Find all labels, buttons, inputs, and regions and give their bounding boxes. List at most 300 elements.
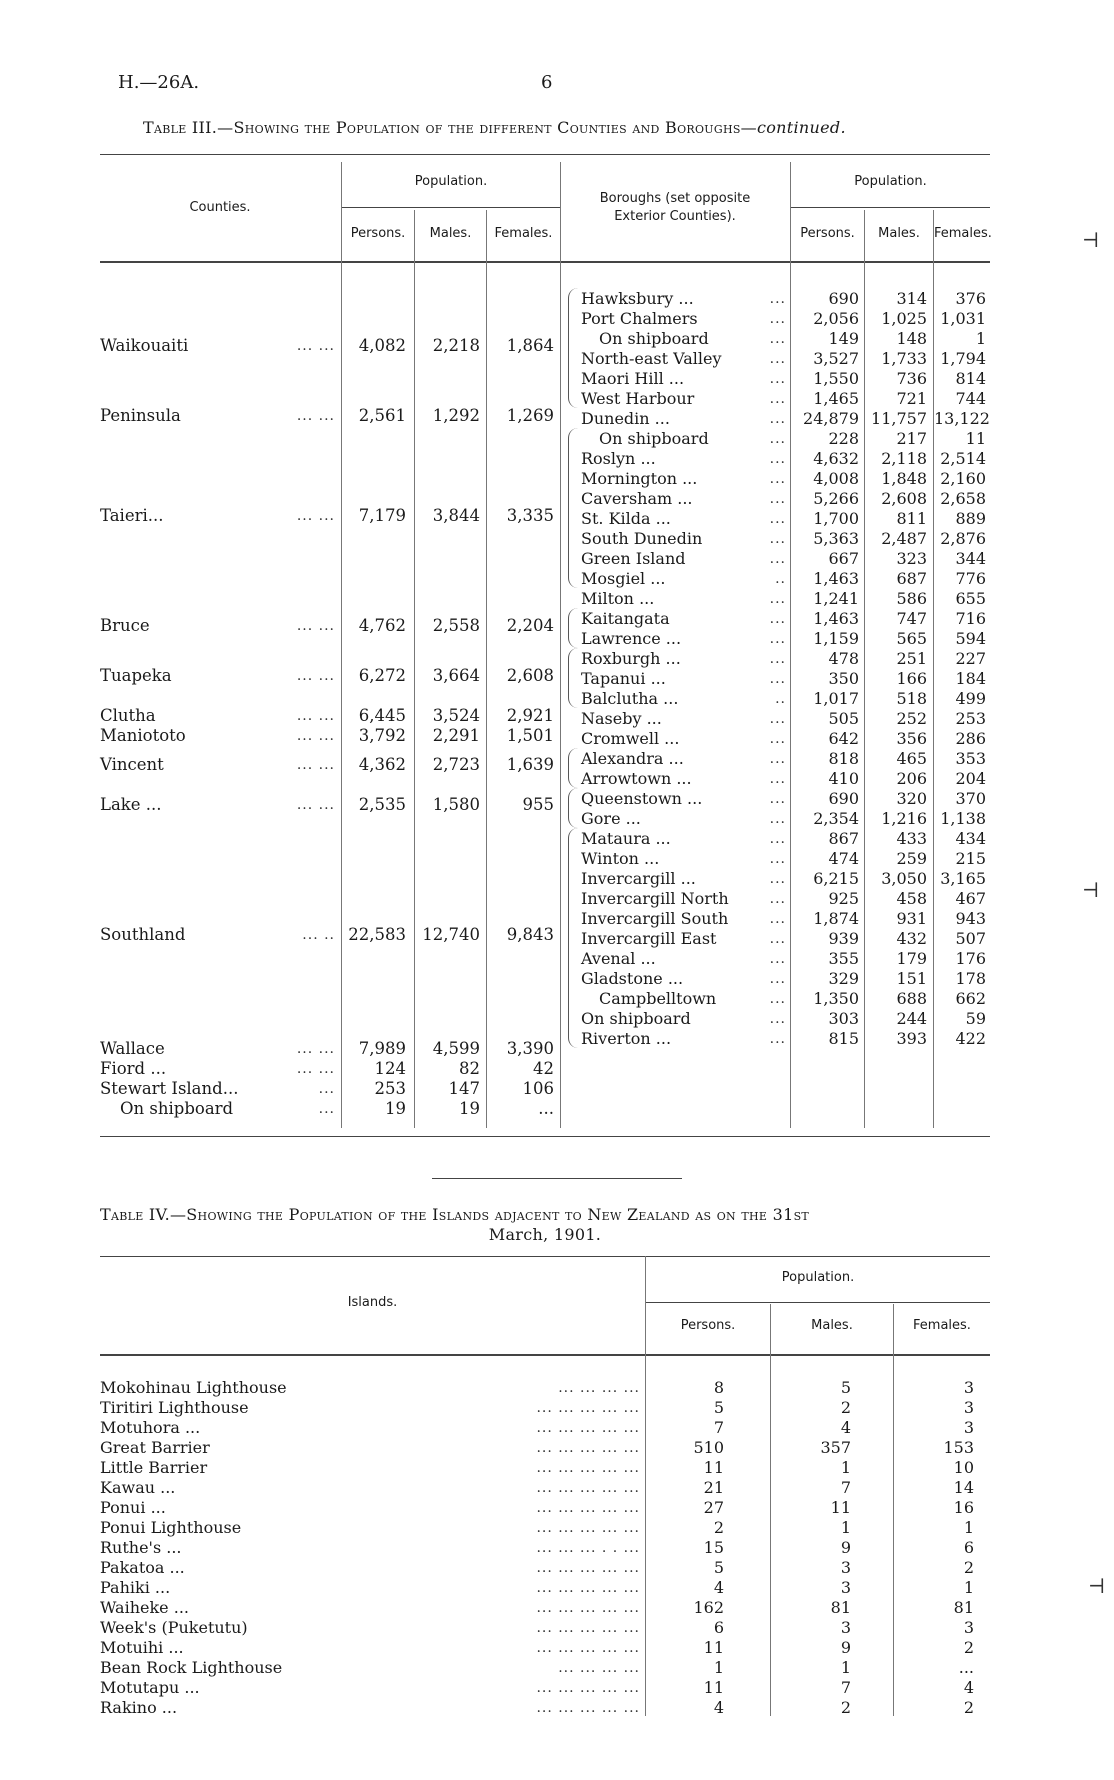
borough-persons: 4,632 (813, 449, 859, 468)
county-persons: 6,272 (358, 666, 406, 685)
borough-males: 11,757 (871, 409, 927, 428)
borough-females: 655 (955, 589, 986, 608)
island-males: 1 (840, 1458, 851, 1477)
borough-persons: 939 (828, 929, 859, 948)
island-persons: 162 (693, 1598, 724, 1617)
borough-males: 320 (896, 789, 927, 808)
county-leader-dots: ... ... (296, 797, 335, 813)
borough-persons: 1,874 (813, 909, 859, 928)
borough-females: 744 (955, 389, 986, 408)
brace-lake (568, 788, 579, 828)
county-persons: 2,535 (358, 795, 406, 814)
borough-males: 2,118 (881, 449, 927, 468)
borough-females: 507 (955, 929, 986, 948)
island-name: Ruthe's ... (100, 1538, 182, 1557)
borough-name: Lawrence ... (581, 629, 682, 648)
island-females: 1 (963, 1578, 974, 1597)
borough-persons: 925 (828, 889, 859, 908)
borough-name: On shipboard (599, 329, 709, 348)
borough-persons: 867 (828, 829, 859, 848)
table3-bottom-rule (100, 1136, 990, 1137)
table3-col-counties: Counties. (189, 200, 251, 215)
table3-col-females-right: Females. (934, 226, 992, 241)
county-persons: 7,989 (358, 1039, 406, 1058)
borough-name: Green Island (581, 549, 686, 568)
borough-males: 458 (896, 889, 927, 908)
borough-leader-dots: ... (769, 1031, 786, 1047)
island-females: 4 (963, 1678, 974, 1697)
borough-leader-dots: ... (769, 1011, 786, 1027)
table3-pop-rule-right (790, 207, 990, 208)
island-name: Little Barrier (100, 1458, 208, 1477)
island-name: Bean Rock Lighthouse (100, 1658, 283, 1677)
county-name: Lake ... (100, 795, 162, 814)
borough-males: 393 (896, 1029, 927, 1048)
island-females: 3 (963, 1398, 974, 1417)
island-name: Pahiki ... (100, 1578, 171, 1597)
county-persons: 19 (385, 1099, 406, 1118)
table4-col-females: Females. (913, 1318, 971, 1333)
island-males: 9 (840, 1538, 851, 1557)
county-name: Waikouaiti (100, 336, 189, 355)
borough-persons: 303 (828, 1009, 859, 1028)
borough-males: 747 (896, 609, 927, 628)
county-males: 2,723 (432, 755, 480, 774)
borough-leader-dots: ... (769, 751, 786, 767)
island-persons: 27 (703, 1498, 724, 1517)
borough-persons: 4,008 (813, 469, 859, 488)
island-name: Motutapu ... (100, 1678, 200, 1697)
county-males: 2,291 (432, 726, 480, 745)
island-leader-dots: ... ... ... ... ... (536, 1620, 640, 1636)
borough-leader-dots: ... (769, 331, 786, 347)
island-females: 2 (963, 1558, 974, 1577)
island-name: Week's (Puketutu) (100, 1618, 248, 1637)
island-name: Motuhora ... (100, 1418, 201, 1437)
island-name: Kawau ... (100, 1478, 176, 1497)
island-persons: 15 (703, 1538, 724, 1557)
island-females: 1 (963, 1518, 974, 1537)
borough-persons: 642 (828, 729, 859, 748)
borough-name: Port Chalmers (581, 309, 698, 328)
borough-females: 2,658 (940, 489, 986, 508)
county-name: Tuapeka (100, 666, 172, 685)
brace-vincent (568, 748, 579, 788)
borough-persons: 1,700 (813, 509, 859, 528)
borough-name: Invercargill East (581, 929, 717, 948)
borough-males: 314 (896, 289, 927, 308)
table3-col-persons-right: Persons. (800, 226, 855, 241)
borough-females: 814 (955, 369, 986, 388)
table4-title (100, 1205, 990, 1224)
borough-name: Invercargill South (581, 909, 729, 928)
borough-persons: 350 (828, 669, 859, 688)
borough-leader-dots: ... (769, 711, 786, 727)
island-females: 10 (953, 1458, 974, 1477)
island-leader-dots: ... ... ... ... ... (536, 1600, 640, 1616)
borough-name: Arrowtown ... (581, 769, 692, 788)
county-females: 42 (533, 1059, 554, 1078)
borough-females: 499 (955, 689, 986, 708)
borough-leader-dots: ... (769, 431, 786, 447)
borough-name: Maori Hill ... (581, 369, 685, 388)
borough-females: 344 (955, 549, 986, 568)
county-females: 2,204 (506, 616, 554, 635)
borough-leader-dots: ... (769, 871, 786, 887)
county-leader-dots: ... (318, 1101, 335, 1117)
island-leader-dots: ... ... ... ... ... (536, 1400, 640, 1416)
borough-persons: 2,056 (813, 309, 859, 328)
borough-name: Naseby ... (581, 709, 662, 728)
county-males: 147 (448, 1079, 480, 1098)
county-females: 106 (522, 1079, 554, 1098)
report-reference: H.—26A. (118, 72, 200, 93)
island-females: 6 (963, 1538, 974, 1557)
county-females: 1,269 (506, 406, 554, 425)
county-persons: 4,082 (358, 336, 406, 355)
county-name: Vincent (100, 755, 164, 774)
island-males: 11 (830, 1498, 851, 1517)
island-persons: 4 (713, 1698, 724, 1717)
table3-vline-4 (560, 162, 561, 1128)
borough-name: Roxburgh ... (581, 649, 681, 668)
borough-name: Milton ... (581, 589, 655, 608)
island-females: 3 (963, 1418, 974, 1437)
borough-males: 259 (896, 849, 927, 868)
table3-title-text: —Showing the Population of the different Counties and Boroughs— (217, 118, 757, 137)
borough-persons: 1,241 (813, 589, 859, 608)
island-leader-dots: ... ... ... . . ... (536, 1540, 640, 1556)
borough-males: 433 (896, 829, 927, 848)
borough-males: 432 (896, 929, 927, 948)
county-persons: 4,762 (358, 616, 406, 635)
island-persons: 5 (713, 1398, 724, 1417)
island-persons: 7 (713, 1418, 724, 1437)
borough-males: 1,733 (881, 349, 927, 368)
county-males: 82 (459, 1059, 480, 1078)
borough-females: 3,165 (940, 869, 986, 888)
county-name: On shipboard (120, 1099, 234, 1118)
borough-leader-dots: ... (769, 391, 786, 407)
island-females: ... (958, 1658, 974, 1677)
borough-name: St. Kilda ... (581, 509, 671, 528)
borough-males: 518 (896, 689, 927, 708)
page-number: 6 (541, 72, 553, 93)
borough-leader-dots: ... (769, 771, 786, 787)
county-males: 12,740 (422, 925, 480, 944)
borough-persons: 478 (828, 649, 859, 668)
borough-females: 11 (965, 429, 986, 448)
borough-persons: 1,017 (813, 689, 859, 708)
table3-top-rule (100, 154, 990, 155)
island-males: 9 (840, 1638, 851, 1657)
table4-col-males: Males. (811, 1318, 853, 1333)
island-females: 153 (943, 1438, 974, 1457)
county-name: Wallace (100, 1039, 165, 1058)
borough-name: Hawksbury ... (581, 289, 694, 308)
island-leader-dots: ... ... ... ... ... (536, 1500, 640, 1516)
borough-persons: 410 (828, 769, 859, 788)
borough-name: Avenal ... (581, 949, 656, 968)
borough-name: Balclutha ... (581, 689, 679, 708)
borough-leader-dots: ... (769, 651, 786, 667)
borough-males: 252 (896, 709, 927, 728)
island-name: Waiheke ... (100, 1598, 189, 1617)
island-persons: 6 (713, 1618, 724, 1637)
borough-leader-dots: ... (769, 671, 786, 687)
borough-persons: 690 (828, 789, 859, 808)
county-females: 2,608 (506, 666, 554, 685)
borough-leader-dots: ... (769, 591, 786, 607)
borough-leader-dots: ... (769, 791, 786, 807)
borough-females: 2,514 (940, 449, 986, 468)
borough-females: 594 (955, 629, 986, 648)
borough-leader-dots: ... (769, 971, 786, 987)
borough-leader-dots: ... (769, 911, 786, 927)
table4-top-rule (100, 1256, 990, 1257)
borough-males: 206 (896, 769, 927, 788)
county-persons: 2,561 (358, 406, 406, 425)
borough-leader-dots: ... (769, 311, 786, 327)
borough-persons: 1,350 (813, 989, 859, 1008)
borough-leader-dots: ... (769, 991, 786, 1007)
borough-females: 353 (955, 749, 986, 768)
borough-name: Invercargill ... (581, 869, 696, 888)
borough-females: 227 (955, 649, 986, 668)
borough-females: 370 (955, 789, 986, 808)
island-leader-dots: ... ... ... ... ... (536, 1440, 640, 1456)
table3-title-suffix: continued. (756, 118, 846, 137)
borough-persons: 1,463 (813, 569, 859, 588)
borough-males: 251 (896, 649, 927, 668)
borough-persons: 3,527 (813, 349, 859, 368)
borough-name: Caversham ... (581, 489, 693, 508)
borough-name: Mornington ... (581, 469, 698, 488)
county-females: 1,864 (506, 336, 554, 355)
borough-leader-dots: ... (769, 471, 786, 487)
borough-males: 565 (896, 629, 927, 648)
borough-persons: 5,363 (813, 529, 859, 548)
county-females: 3,335 (506, 506, 554, 525)
borough-persons: 474 (828, 849, 859, 868)
borough-name: Mosgiel ... (581, 569, 666, 588)
table4-header-rule (100, 1354, 990, 1356)
table3-header-rule (100, 261, 990, 263)
borough-persons: 1,159 (813, 629, 859, 648)
borough-name: Winton ... (581, 849, 660, 868)
island-males: 3 (840, 1558, 851, 1577)
table3-col-males-right: Males. (878, 226, 920, 241)
table3-col-population-left: Population. (414, 174, 488, 189)
table3-pop-rule-left (342, 207, 560, 208)
county-males: 3,524 (432, 706, 480, 725)
county-persons: 253 (374, 1079, 406, 1098)
table3-title-prefix: Table III. (143, 118, 218, 137)
borough-males: 586 (896, 589, 927, 608)
brace-taieri (568, 428, 579, 588)
borough-persons: 690 (828, 289, 859, 308)
island-males: 7 (840, 1678, 851, 1697)
county-persons: 22,583 (348, 925, 406, 944)
borough-leader-dots: ... (769, 611, 786, 627)
borough-males: 1,848 (881, 469, 927, 488)
borough-males: 151 (896, 969, 927, 988)
county-persons: 7,179 (358, 506, 406, 525)
borough-persons: 815 (828, 1029, 859, 1048)
borough-leader-dots: ... (769, 631, 786, 647)
island-males: 7 (840, 1478, 851, 1497)
county-name: Maniototo (100, 726, 186, 745)
county-males: 1,580 (432, 795, 480, 814)
borough-name: North-east Valley (581, 349, 722, 368)
island-name: Motuihi ... (100, 1638, 184, 1657)
borough-females: 376 (955, 289, 986, 308)
borough-leader-dots: ... (769, 291, 786, 307)
island-females: 3 (963, 1618, 974, 1637)
island-name: Great Barrier (100, 1438, 210, 1457)
borough-females: 59 (965, 1009, 986, 1028)
island-males: 3 (840, 1618, 851, 1637)
county-name: Fiord ... (100, 1059, 167, 1078)
borough-females: 1,031 (940, 309, 986, 328)
island-females: 2 (963, 1638, 974, 1657)
borough-leader-dots: ... (769, 371, 786, 387)
county-persons: 3,792 (358, 726, 406, 745)
county-leader-dots: ... (318, 1081, 335, 1097)
island-persons: 8 (713, 1378, 724, 1397)
island-name: Rakino ... (100, 1698, 178, 1717)
borough-males: 687 (896, 569, 927, 588)
borough-leader-dots: ... (769, 491, 786, 507)
borough-leader-dots: ... (769, 731, 786, 747)
island-leader-dots: ... ... ... ... ... (536, 1480, 640, 1496)
borough-leader-dots: ... (769, 951, 786, 967)
island-leader-dots: ... ... ... ... ... (536, 1520, 640, 1536)
borough-leader-dots: .. (775, 691, 786, 707)
borough-persons: 1,463 (813, 609, 859, 628)
borough-leader-dots: ... (769, 891, 786, 907)
island-leader-dots: ... ... ... ... (558, 1380, 640, 1396)
borough-females: 1,794 (940, 349, 986, 368)
section-divider (432, 1178, 682, 1179)
county-males: 19 (459, 1099, 480, 1118)
county-name: Clutha (100, 706, 156, 725)
borough-females: 889 (955, 509, 986, 528)
borough-males: 148 (896, 329, 927, 348)
borough-males: 931 (896, 909, 927, 928)
borough-males: 217 (896, 429, 927, 448)
borough-leader-dots: ... (769, 831, 786, 847)
borough-persons: 818 (828, 749, 859, 768)
island-leader-dots: ... ... ... ... ... (536, 1560, 640, 1576)
county-leader-dots: ... ... (296, 408, 335, 424)
borough-females: 286 (955, 729, 986, 748)
island-males: 1 (840, 1518, 851, 1537)
island-name: Tiritiri Lighthouse (100, 1398, 249, 1417)
borough-leader-dots: ... (769, 531, 786, 547)
county-name: Taieri... (100, 506, 164, 525)
table3-title (143, 118, 846, 137)
island-name: Mokohinau Lighthouse (100, 1378, 287, 1397)
borough-males: 2,487 (881, 529, 927, 548)
island-females: 14 (953, 1478, 974, 1497)
county-leader-dots: ... ... (296, 508, 335, 524)
county-males: 1,292 (432, 406, 480, 425)
borough-females: 176 (955, 949, 986, 968)
county-leader-dots: ... ... (296, 618, 335, 634)
table3-col-persons-left: Persons. (350, 226, 406, 241)
county-name: Southland (100, 925, 186, 944)
table3-col-males-left: Males. (429, 226, 472, 241)
county-name: Peninsula (100, 406, 181, 425)
island-males: 81 (830, 1598, 851, 1617)
borough-persons: 329 (828, 969, 859, 988)
county-females: 3,390 (506, 1039, 554, 1058)
borough-females: 184 (955, 669, 986, 688)
county-name: Bruce (100, 616, 150, 635)
island-leader-dots: ... ... ... ... ... (536, 1460, 640, 1476)
borough-males: 721 (896, 389, 927, 408)
borough-persons: 6,215 (813, 869, 859, 888)
island-males: 4 (840, 1418, 851, 1437)
borough-persons: 355 (828, 949, 859, 968)
borough-name: Kaitangata (581, 609, 670, 628)
island-females: 3 (963, 1378, 974, 1397)
borough-males: 811 (896, 509, 927, 528)
borough-name: Tapanui ... (581, 669, 666, 688)
borough-leader-dots: ... (769, 551, 786, 567)
county-leader-dots: ... ... (296, 757, 335, 773)
county-females: 9,843 (506, 925, 554, 944)
margin-mark-icon: ⊣ (1088, 1574, 1106, 1598)
county-males: 2,218 (432, 336, 480, 355)
borough-leader-dots: ... (769, 931, 786, 947)
island-persons: 2 (713, 1518, 724, 1537)
island-males: 3 (840, 1578, 851, 1597)
island-males: 357 (820, 1438, 851, 1457)
borough-name: Riverton ... (581, 1029, 672, 1048)
borough-females: 776 (955, 569, 986, 588)
borough-females: 1 (975, 329, 986, 348)
island-persons: 510 (693, 1438, 724, 1457)
county-persons: 6,445 (358, 706, 406, 725)
borough-name: Gore ... (581, 809, 641, 828)
borough-males: 688 (896, 989, 927, 1008)
borough-males: 1,216 (881, 809, 927, 828)
table4-col-population: Population. (781, 1270, 855, 1285)
island-persons: 21 (703, 1478, 724, 1497)
island-females: 16 (953, 1498, 974, 1517)
island-persons: 11 (703, 1458, 724, 1477)
island-males: 5 (840, 1378, 851, 1397)
borough-persons: 505 (828, 709, 859, 728)
margin-mark-icon: ⊣ (1082, 228, 1100, 252)
island-males: 1 (840, 1658, 851, 1677)
borough-females: 215 (955, 849, 986, 868)
county-females: 1,501 (506, 726, 554, 745)
island-name: Pakatoa ... (100, 1558, 185, 1577)
borough-name: Mataura ... (581, 829, 671, 848)
county-males: 2,558 (432, 616, 480, 635)
table4-col-islands: Islands. (347, 1295, 398, 1310)
island-name: Ponui Lighthouse (100, 1518, 242, 1537)
borough-leader-dots: ... (769, 451, 786, 467)
borough-females: 422 (955, 1029, 986, 1048)
borough-name: On shipboard (581, 1009, 691, 1028)
brace-bruce (568, 608, 579, 648)
borough-males: 736 (896, 369, 927, 388)
borough-name: Gladstone ... (581, 969, 684, 988)
